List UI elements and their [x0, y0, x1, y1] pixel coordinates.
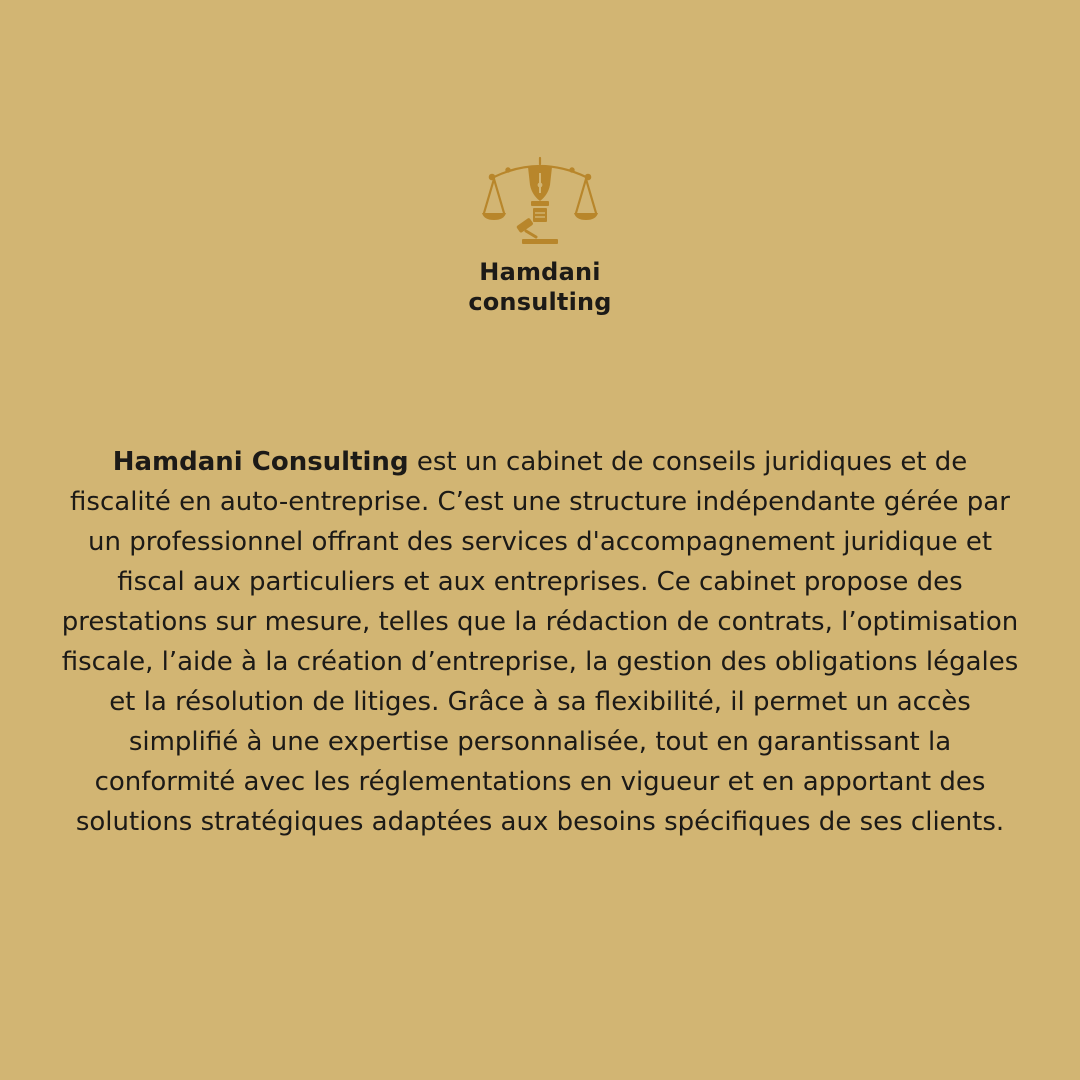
brand-name-line1: Hamdani	[479, 258, 601, 286]
brand-name-line2: consulting	[468, 288, 612, 316]
logo	[0, 155, 1080, 317]
company-description	[60, 442, 1020, 842]
description-text: est un cabinet de conseils juridiques et de fiscalité en auto-entreprise. C’est une structure indépendante gérée par un professionnel offrant des services d'accompagnement juridique et fiscal aux particuliers et aux entreprises. Ce cabinet propose des prestations sur mesure, telles que la rédaction de contrats, l’optimisation fiscale, l’aide à la création d’entreprise, la gestion des obligations légales et la résolution de litiges. Grâce à sa flexibilité, il permet un accès simplifié à une expertise personnalisée, tout en garantissant la conformité avec les réglementations en vigueur et en apportant des solutions stratégiques adaptées aux besoins spécifiques de ses clients.	[61, 447, 1019, 837]
brand-name	[0, 257, 1080, 317]
scales-of-justice-icon	[480, 155, 600, 251]
company-name: Hamdani Consulting	[112, 447, 409, 477]
